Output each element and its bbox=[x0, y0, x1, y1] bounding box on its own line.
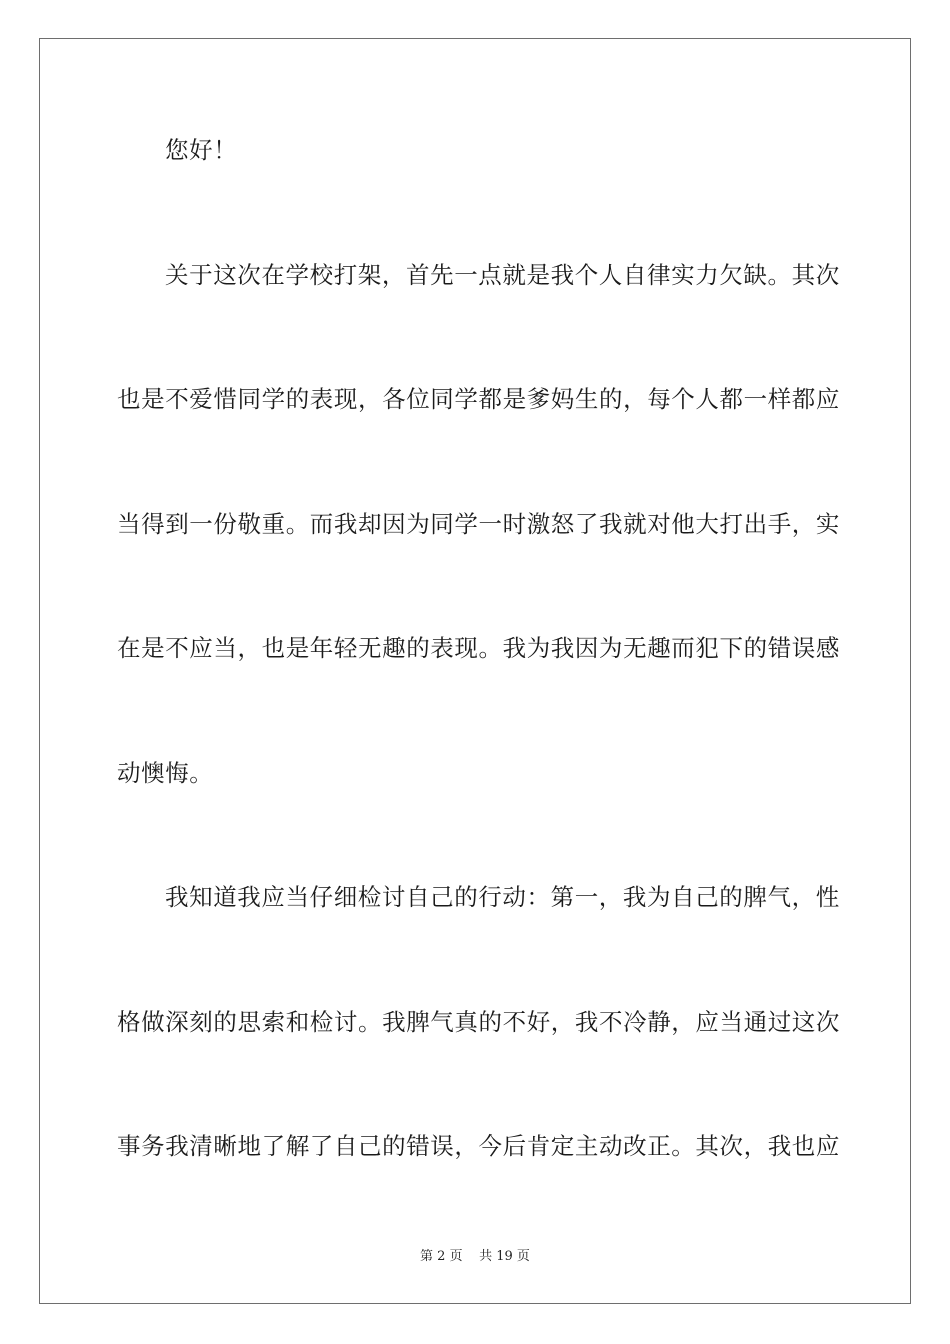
body-line-7: 格做深刻的思索和检讨。我脾气真的不好，我不冷静，应当通过这次 bbox=[117, 1008, 840, 1036]
body-line-6: 我知道我应当仔细检讨自己的行动：第一，我为自己的脾气，性 bbox=[165, 883, 840, 911]
page-total: 共 19 页 bbox=[479, 1249, 530, 1264]
body-line-2: 也是不爱惜同学的表现，各位同学都是爹妈生的，每个人都一样都应 bbox=[117, 385, 840, 413]
body-line-5: 动懊悔。 bbox=[117, 759, 214, 787]
greeting-line: 您好！ bbox=[165, 136, 238, 164]
body-line-3: 当得到一份敬重。而我却因为同学一时激怒了我就对他大打出手，实 bbox=[117, 510, 840, 538]
page-border bbox=[39, 38, 911, 1304]
body-line-4: 在是不应当，也是年轻无趣的表现。我为我因为无趣而犯下的错误感 bbox=[117, 634, 840, 662]
body-line-1: 关于这次在学校打架，首先一点就是我个人自律实力欠缺。其次 bbox=[165, 261, 840, 289]
page-number: 第 2 页 bbox=[420, 1249, 463, 1264]
body-line-8: 事务我清晰地了解了自己的错误，今后肯定主动改正。其次，我也应 bbox=[117, 1132, 840, 1160]
page-footer bbox=[0, 1247, 950, 1267]
